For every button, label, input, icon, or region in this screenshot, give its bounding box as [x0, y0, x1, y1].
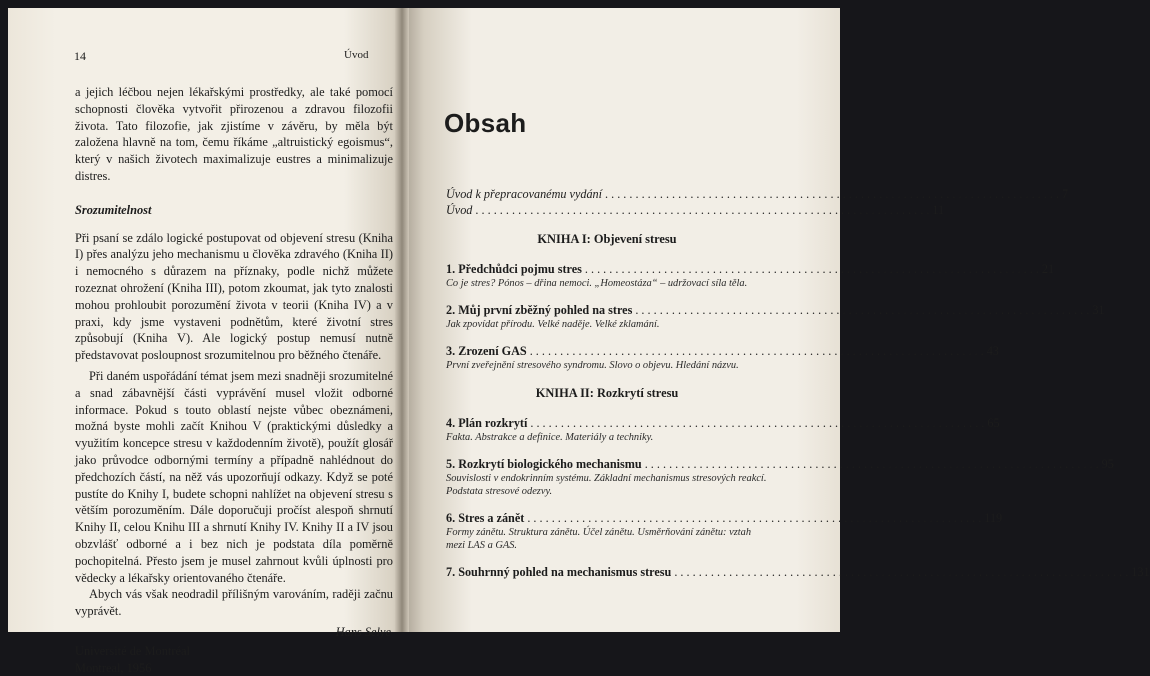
toc-entry-page: 11 — [932, 202, 944, 218]
paragraph-3: Při daném uspořádání témat jsem mezi snadněji srozumitelné a snad zábavnější části vyprávění musel vložit odborné informace. Pokud s touto oblastí nejste vůbec obeznámeni, možná byste mohli začít Knihou V (praktickými důsledky a využitím koncepce stresu v každodenním životě), použít glosář jako průvodce odbornými termíny a případně nahlédnout do předchozích částí, na něž vás upozorňují odkazy. Když se poté pustíte do Knihy I, budete schopni nahlížet na objevení stresu s větším porozuměním. Dále doporučuji pročíst alespoň shrnutí Knihy II, celou Knihu III a shrnutí Knihy IV. Knihy II a IV jsou obzvlášť odborné a i bez nich je podstata díla poměrně pochopitelná. Přesto jsem je musel zahrnout kvůli úplnosti pro vědecky a lékařsky orientovaného čtenáře. — [75, 368, 393, 586]
chapter-page: 131 — [1131, 564, 1149, 580]
chapter-page: 43 — [987, 343, 999, 359]
chapter-title: 5. Rozkrytí biologického mechanismu — [446, 456, 642, 472]
toc-entry[interactable] — [446, 202, 768, 218]
paragraph-4: Abych vás však neodradil přílišným varováním, raději začnu vyprávět. — [75, 586, 393, 620]
chapter-subtitle: Fakta. Abstrakce a definice. Materiály a techniky. — [446, 431, 768, 444]
section-heading: Srozumitelnost — [75, 202, 393, 219]
toc-entry-title: Úvod k přepracovanému vydání — [446, 186, 602, 202]
toc-entry-page: 7 — [1062, 186, 1068, 202]
chapter-title: 4. Plán rozkrytí — [446, 415, 527, 431]
chapter-title: 2. Můj první zběžný pohled na stres — [446, 302, 632, 318]
toc-chapter[interactable] — [446, 415, 768, 444]
toc-title: Obsah — [444, 108, 526, 139]
toc-chapter[interactable] — [446, 564, 768, 580]
chapter-subtitle: Formy zánětu. Struktura zánětu. Účel zánětu. Usměrňování zánětu: vztah mezi LAS a GAS. — [446, 526, 768, 552]
running-head: Úvod — [344, 49, 368, 61]
chapter-page: 31 — [1092, 302, 1104, 318]
chapter-title: 1. Předchůdci pojmu stres — [446, 261, 582, 277]
book-gutter — [395, 8, 409, 632]
author-signature: Hans Selye — [75, 624, 393, 641]
left-page — [8, 8, 408, 632]
toc-chapter[interactable] — [446, 456, 768, 498]
chapter-title: 6. Stres a zánět — [446, 510, 524, 526]
toc-chapter[interactable] — [446, 343, 768, 372]
toc-entry-title: Úvod — [446, 202, 472, 218]
chapter-title: 7. Souhrnný pohled na mechanismus stresu — [446, 564, 671, 580]
chapter-page: 119 — [984, 510, 1002, 526]
place-line-2: Montreal, 1956 — [75, 660, 393, 676]
toc-chapter[interactable] — [446, 302, 768, 331]
toc-chapter[interactable] — [446, 510, 768, 552]
chapter-page: 21 — [1042, 261, 1054, 277]
paragraph-2: Při psaní se zdálo logické postupovat od objevení stresu (Kniha I) přes analýzu jeho mechanismu u člověka zdravého (Kniha II) i nemocného s důrazem na příznaky, podle nichž můžete rozeznat ohrožení (Kniha III), potom zkoumat, jak tyto znalosti mohou prohloubit porozumění života v teorii (Kniha IV) a v praxi, kdy jsme vystaveni podnětům, které životní stres způsobují (Kniha V). Ale logický postup nemusí nutně představovat posloupnost srozumitelnou pro běžného čtenáře. — [75, 230, 393, 364]
left-text-column — [75, 84, 393, 676]
chapter-page: 65 — [987, 415, 999, 431]
chapter-subtitle: Souvislosti v endokrinním systému. Základní mechanismus stresových reakcí. Podstata stresové odezvy. — [446, 472, 768, 498]
chapter-subtitle: Co je stres? Pónos – dřina nemoci. „Homeostáza“ – udržovací síla těla. — [446, 277, 768, 290]
place-line-1: Université de Montréal — [75, 643, 393, 660]
toc-chapter[interactable] — [446, 261, 768, 290]
chapter-title: 3. Zrození GAS — [446, 343, 527, 359]
chapter-subtitle: Jak zpovídat přírodu. Velké naděje. Velké zklamání. — [446, 318, 768, 331]
paragraph-1: a jejich léčbou nejen lékařskými prostředky, ale také pomocí schopnosti člověka vytvořit přirozenou a zdravou filozofii života. Tato filozofie, jak zjistíme v závěru, by měla být založena hlavně na tom, čemu říkáme „altruistický egoismus“, který v našich životech maximalizuje eustres a minimalizuje distres. — [75, 84, 393, 185]
page-number: 14 — [74, 49, 86, 64]
right-page — [402, 8, 840, 632]
table-of-contents — [446, 186, 768, 592]
chapter-subtitle: První zveřejnění stresového syndromu. Slovo o objevu. Hledání názvu. — [446, 359, 768, 372]
toc-entry[interactable] — [446, 186, 768, 202]
book-heading: KNIHA II: Rozkrytí stresu — [446, 386, 768, 401]
book-heading: KNIHA I: Objevení stresu — [446, 232, 768, 247]
chapter-page: 95 — [1102, 456, 1114, 472]
